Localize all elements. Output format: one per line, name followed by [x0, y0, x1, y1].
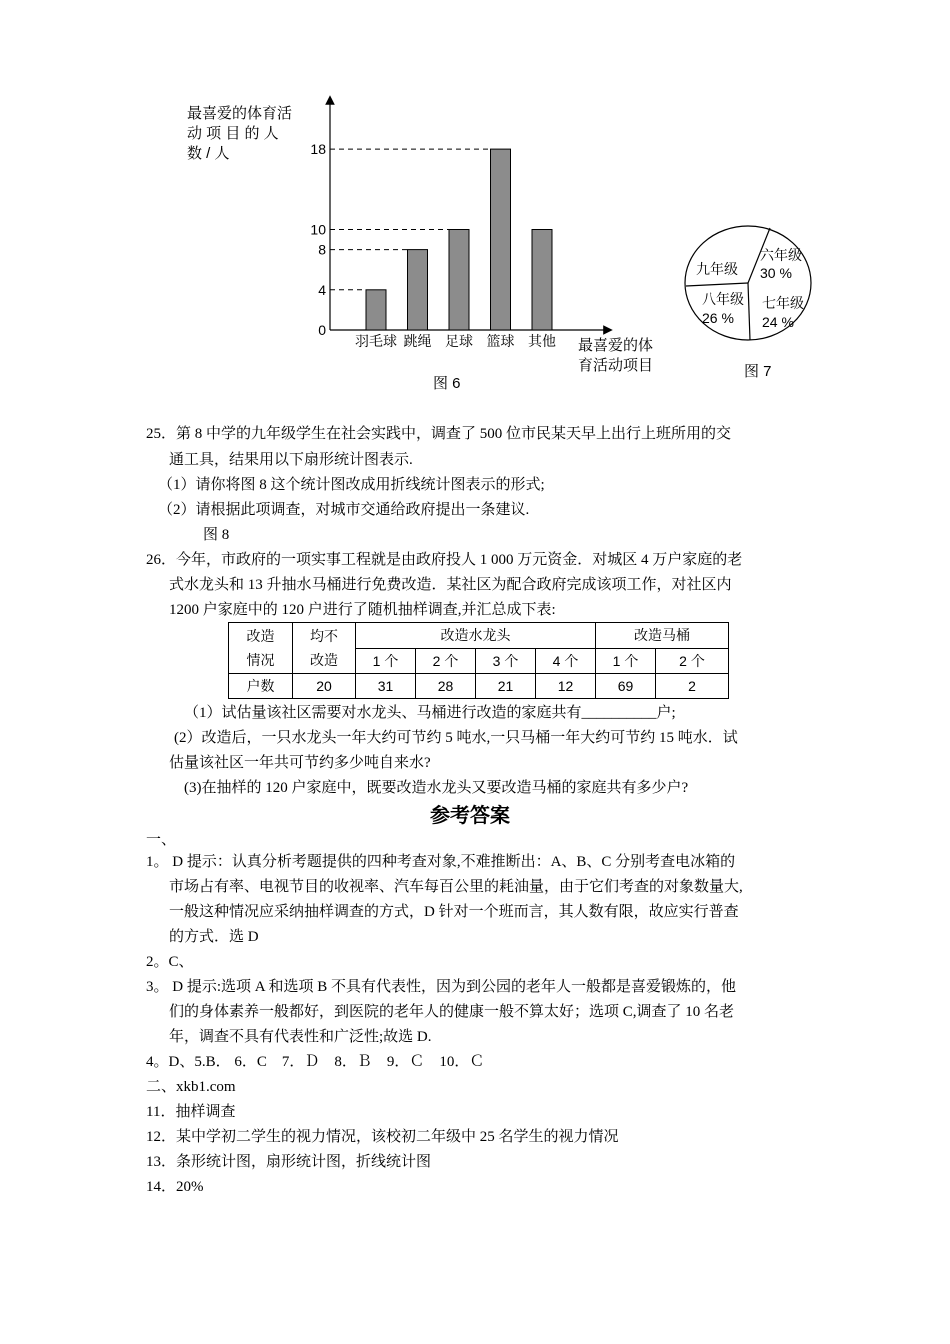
y-tick-label: 8: [318, 241, 326, 258]
bar-4: [532, 230, 552, 331]
y-tick-label: 0: [318, 322, 326, 338]
pie-label-grade6: 六年级: [760, 247, 802, 263]
q26-line2: 式水龙头和 13 升抽水马桶进行免费改造．某社区为配合政府完成该项工作，对社区内: [169, 577, 732, 593]
bar-xlabel-line1: 最喜爱的体: [578, 337, 654, 354]
survey-table: [228, 622, 729, 699]
x-tick-label: 其他: [528, 333, 556, 349]
q25-line4: （2）请根据此项调查，对城市交通给政府提出一条建议.: [158, 502, 530, 518]
bar-1: [408, 250, 428, 330]
sub-header: 1 个: [356, 648, 416, 674]
q25-line1: 25．第 8 中学的九年级学生在社会实践中，调查了 500 位市民某天早上出行上班所用的交: [146, 426, 732, 442]
answers-section2: 二、xkb1.com: [146, 1079, 236, 1095]
answer-2: 2。C、: [146, 954, 194, 970]
sub-header: 1 个: [596, 648, 656, 674]
pie-pct-grade8: 26 %: [702, 310, 734, 326]
answer-3-line2: 们的身体素养一般都好，到医院的老年人的健康一般不算太好；选项 C,调查了 10 名老: [169, 1004, 735, 1020]
table-cell: 2: [656, 674, 729, 699]
y-tick-label: 18: [310, 141, 326, 158]
answer-1-line4: 的方式．选 D: [169, 929, 259, 945]
bar-2: [449, 230, 469, 331]
answer-11: 11．抽样调查: [146, 1104, 236, 1120]
q26-line3: 1200 户家庭中的 120 户进行了随机抽样调查,并汇总成下表:: [169, 602, 556, 618]
x-tick-label: 篮球: [486, 333, 515, 349]
x-tick-label: 足球: [445, 333, 473, 349]
pie-divider-bottom: [748, 283, 750, 340]
x-tick-label: 羽毛球: [355, 333, 397, 349]
bar-ylabel-line3: 数 / 人: [187, 145, 230, 162]
header-none-line1: 均不: [310, 628, 338, 644]
bar-ylabel-line2: 动 项 目 的 人: [187, 125, 279, 142]
answer-13: 13．条形统计图，扇形统计图，折线统计图: [146, 1154, 432, 1170]
bar-ylabel: [187, 104, 292, 164]
table-cell: 31: [356, 674, 416, 699]
q26-sub2b: 估量该社区一年共可节约多少吨自来水?: [169, 755, 431, 771]
q26-sub1: （1）试估量该社区需要对水龙头、马桶进行改造的家庭共有__________户;: [184, 705, 676, 721]
pie-label-grade7: 七年级: [762, 295, 804, 311]
bar-ylabel-line1: 最喜爱的体育活: [187, 105, 293, 122]
pie-chart: [670, 210, 830, 360]
row-label: 户数: [229, 674, 293, 699]
table-row: [229, 623, 729, 649]
sub-header: 2 个: [416, 648, 476, 674]
answer-14: 14．20%: [146, 1179, 204, 1195]
header-improve: [229, 623, 293, 674]
sub-header: 3 个: [476, 648, 536, 674]
sub-header: 4 个: [536, 648, 596, 674]
pie-pct-grade6: 30 %: [760, 265, 792, 281]
bar-caption: 图 6: [433, 375, 461, 392]
q26-line1: 26．今年，市政府的一项实事工程就是由政府投人 1 000 万元资金．对城区 4 万户家庭的老: [146, 552, 743, 568]
sub-header: 2 个: [656, 648, 729, 674]
pie-label-grade9: 九年级: [696, 261, 738, 277]
answer-1-line1: 1。 D 提示：认真分析考题提供的四种考查对象,不难推断出：A、B、C 分别考查电冰箱的: [146, 854, 736, 870]
answers-title: 参考答案: [430, 805, 510, 827]
table-cell: 12: [536, 674, 596, 699]
header-improve-line2: 情况: [246, 652, 275, 668]
q26-sub2a: (2）改造后，一只水龙头一年大约可节约 5 吨水,一只马桶一年大约可节约 15 吨水．试: [174, 730, 738, 746]
table-cell: 21: [476, 674, 536, 699]
x-tick-label: 跳绳: [403, 333, 432, 349]
bar-xlabel-line2: 育活动项目: [578, 357, 654, 374]
q25-line2: 通工具，结果用以下扇形统计图表示.: [169, 452, 413, 468]
q25-line3: （1）请你将图 8 这个统计图改成用折线统计图表示的形式;: [158, 477, 545, 493]
pie-caption: 图 7: [744, 363, 772, 380]
answer-1-line2: 市场占有率、电视节目的收视率、汽车每百公里的耗油量，由于它们考查的对象数量大,: [169, 879, 743, 895]
bar-xlabel: [578, 336, 653, 376]
table-cell: 28: [416, 674, 476, 699]
pie-label-grade8: 八年级: [702, 291, 744, 307]
answers-section1: 一、: [146, 832, 177, 848]
q26-sub3: (3)在抽样的 120 户家庭中，既要改造水龙头又要改造马桶的家庭共有多少户?: [184, 780, 689, 796]
table-cell: 69: [596, 674, 656, 699]
pie-divider-left: [686, 283, 748, 286]
answer-1-line3: 一般这种情况应采纳抽样调查的方式，D 针对一个班而言，其人数有限，故应实行普查: [169, 904, 739, 920]
q25-caption: 图 8: [203, 527, 230, 543]
answer-12: 12．某中学初二学生的视力情况，该校初二年级中 25 名学生的视力情况: [146, 1129, 619, 1145]
answer-4-10: 4。D、5.B． 6．C 7．Ｄ 8．Ｂ 9．Ｃ 10．Ｃ: [146, 1054, 485, 1070]
answer-3-line3: 年，调查不具有代表性和广泛性;故选 D.: [169, 1029, 432, 1045]
header-none-line2: 改造: [310, 652, 338, 668]
bar-3: [491, 149, 511, 330]
bar-0: [366, 290, 386, 330]
header-improve-line1: 改造: [246, 628, 275, 644]
header-none: [293, 623, 356, 674]
table-row: [229, 674, 729, 699]
pie-pct-grade7: 24 %: [762, 314, 794, 330]
header-toilet: 改造马桶: [596, 623, 729, 649]
answer-3-line1: 3。 D 提示:选项 A 和选项 B 不具有代表性，因为到公园的老年人一般都是喜爱锻炼的，他: [146, 979, 737, 995]
y-tick-label: 4: [318, 281, 326, 298]
table-cell: 20: [293, 674, 356, 699]
y-tick-label: 10: [310, 221, 326, 238]
header-faucet: 改造水龙头: [356, 623, 596, 649]
